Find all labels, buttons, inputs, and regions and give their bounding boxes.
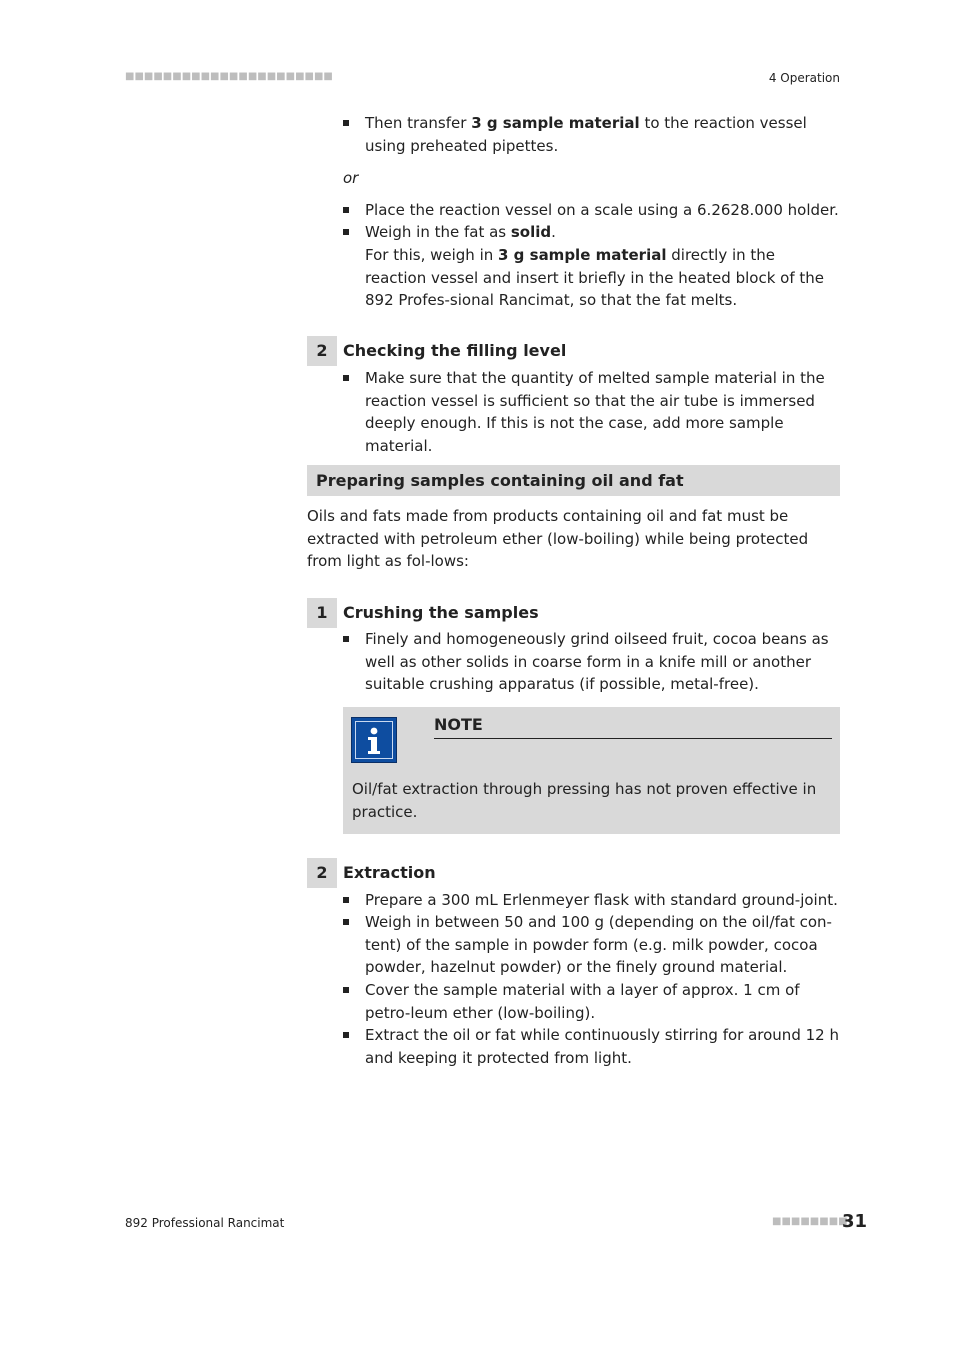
list-item: Extract the oil or fat while continuously stirring for around 12 h and keeping it protected from light. [343,1024,840,1069]
list-item: Weigh in the fat as solid. [343,221,840,244]
note-box [343,707,840,834]
list-item: Then transfer 3 g sample material to the reaction vessel using preheated pipettes. [343,112,840,157]
footer-dots: ■■■■■■■■ [772,1216,848,1227]
step-title: Crushing the samples [343,603,539,622]
step-number: 1 [307,598,337,628]
note-title: NOTE [434,714,832,739]
list-item: Make sure that the quantity of melted sample material in the reaction vessel is sufficient so that the air tube is immersed deeply enough. If this is not the case, add more sample material. [343,367,840,457]
list-item: Place the reaction vessel on a scale using a 6.2628.000 holder. [343,199,840,222]
list-item: Finely and homogeneously grind oilseed fruit, cocoa beans as well as other solids in coarse form in a knife mill or another suitable crushing apparatus (if possible, metal-free). [343,628,840,696]
list-item-continuation: For this, weigh in 3 g sample material directly in the reaction vessel and insert it briefly in the heated block of the 892 Profes-sional Rancimat, so that the fat melts. [365,246,824,309]
list-item: Prepare a 300 mL Erlenmeyer flask with standard ground-joint. [343,889,840,912]
step-number: 2 [307,858,337,888]
step-title: Extraction [343,863,436,882]
list-item: Weigh in between 50 and 100 g (depending on the oil/fat con-tent) of the sample in powder form (e.g. milk powder, cocoa powder, hazelnut powder) or the finely ground material. [343,911,840,979]
header-dots: ■■■■■■■■■■■■■■■■■■■■■■ [125,71,333,82]
note-text: Oil/fat extraction through pressing has not proven effective in practice. [352,780,817,821]
chapter-label: 4 Operation [768,71,840,85]
info-icon [351,717,397,763]
step-title: Checking the filling level [343,341,567,360]
section-intro: Oils and fats made from products containing oil and fat must be extracted with petroleum ether (low-boiling) while being protected from light as fol-lows: [307,507,809,570]
footer-product: 892 Professional Rancimat [125,1216,285,1230]
page-number: 31 [842,1211,868,1232]
list-item: Cover the sample material with a layer of approx. 1 cm of petro-leum ether (low-boiling). [343,979,840,1024]
step-number: 2 [307,336,337,366]
or-label: or [343,169,359,187]
section-heading: Preparing samples containing oil and fat [307,465,840,496]
